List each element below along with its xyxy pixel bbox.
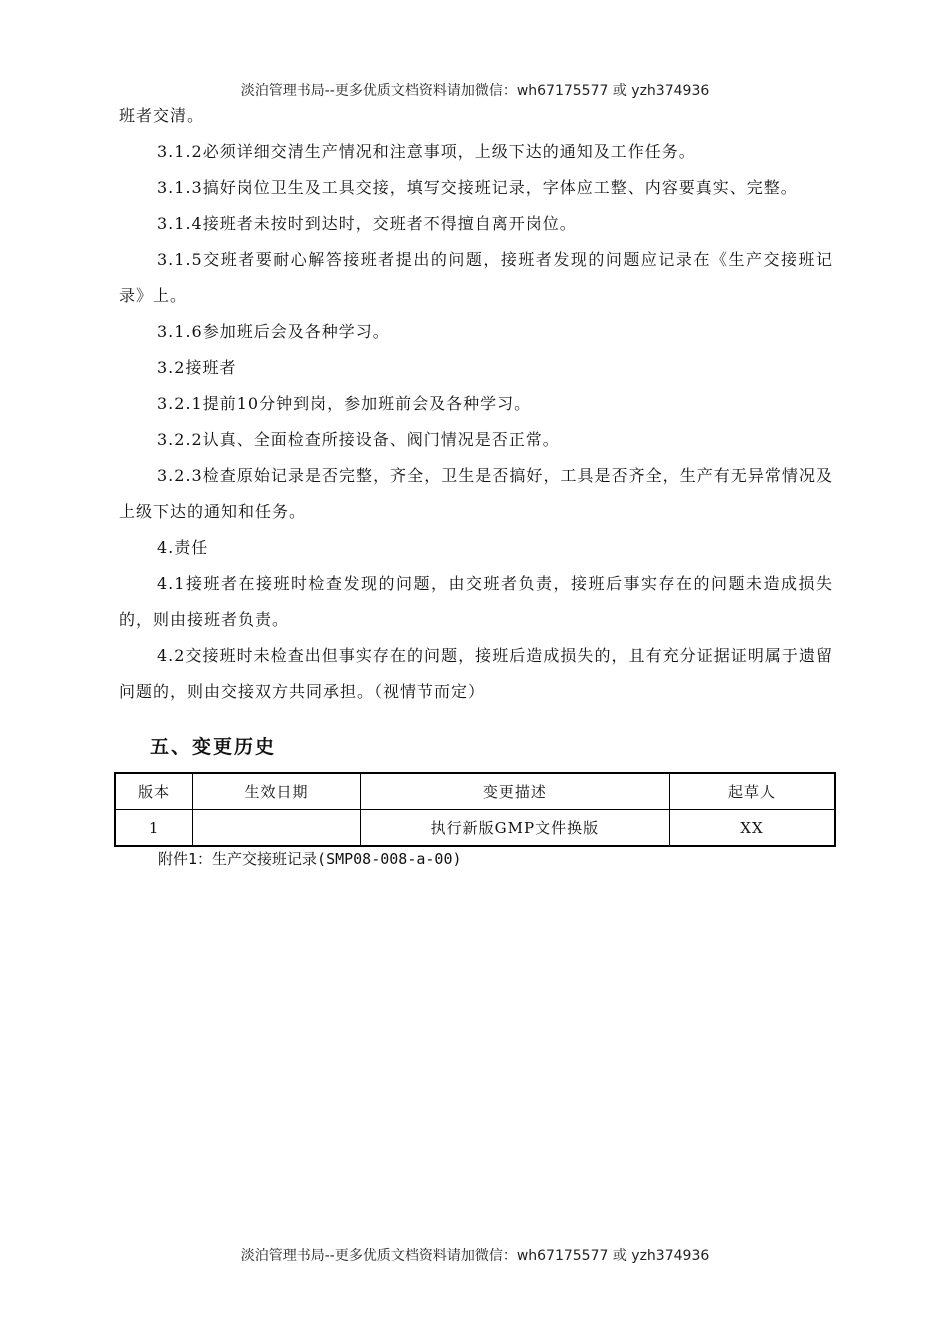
paragraph: 3.2接班者 [157,358,237,377]
paragraph: 3.1.4接班者未按时到达时，交班者不得擅自离开岗位。 [157,214,577,233]
document-body [119,98,833,710]
paragraph: 3.2.3检查原始记录是否完整，齐全，卫生是否搞好，工具是否齐全，生产有无异常情况及上级下达的通知和任务。 [119,466,833,521]
paragraph: 3.2.2认真、全面检查所接设备、阀门情况是否正常。 [157,430,560,449]
attachment-note: 附件1：生产交接班记录(SMP08-008-a-00) [158,850,462,868]
paragraph: 3.1.5交班者要耐心解答接班者提出的问题，接班者发现的问题应记录在《生产交接班记录》上。 [119,250,833,305]
header-cell: 生效日期 [193,773,361,810]
page-footer: 淡泊管理书局--更多优质文档资料请加微信：wh67175577 或 yzh374936 [240,1248,710,1264]
change-history-table [114,772,836,847]
paragraph: 3.1.3搞好岗位卫生及工具交接，填写交接班记录，字体应工整、内容要真实、完整。 [157,178,798,197]
page-header: 淡泊管理书局--更多优质文档资料请加微信：wh67175577 或 yzh374936 [240,83,710,99]
paragraph: 4.1接班者在接班时检查发现的问题，由交班者负责，接班后事实存在的问题未造成损失的，则由接班者负责。 [119,574,833,629]
paragraph: 4.2交接班时未检查出但事实存在的问题，接班后造成损失的，且有充分证据证明属于遗留问题的，则由交接双方共同承担。（视情节而定） [119,646,833,701]
header-cell: 起草人 [669,773,835,810]
table-row [115,810,835,847]
table-cell [193,810,361,847]
table-cell: 执行新版GMP文件换版 [360,810,669,847]
table-cell: XX [669,810,835,847]
paragraph: 4.责任 [157,538,209,557]
header-cell: 版本 [115,773,193,810]
table-cell: 1 [115,810,193,847]
paragraph: 班者交清。 [119,106,205,125]
table-header-row [115,773,835,810]
section-title: 五、变更历史 [150,736,277,758]
paragraph: 3.2.1提前10分钟到岗，参加班前会及各种学习。 [157,394,532,413]
paragraph: 3.1.2必须详细交清生产情况和注意事项，上级下达的通知及工作任务。 [157,142,696,161]
paragraph: 3.1.6参加班后会及各种学习。 [157,322,390,341]
header-cell: 变更描述 [360,773,669,810]
